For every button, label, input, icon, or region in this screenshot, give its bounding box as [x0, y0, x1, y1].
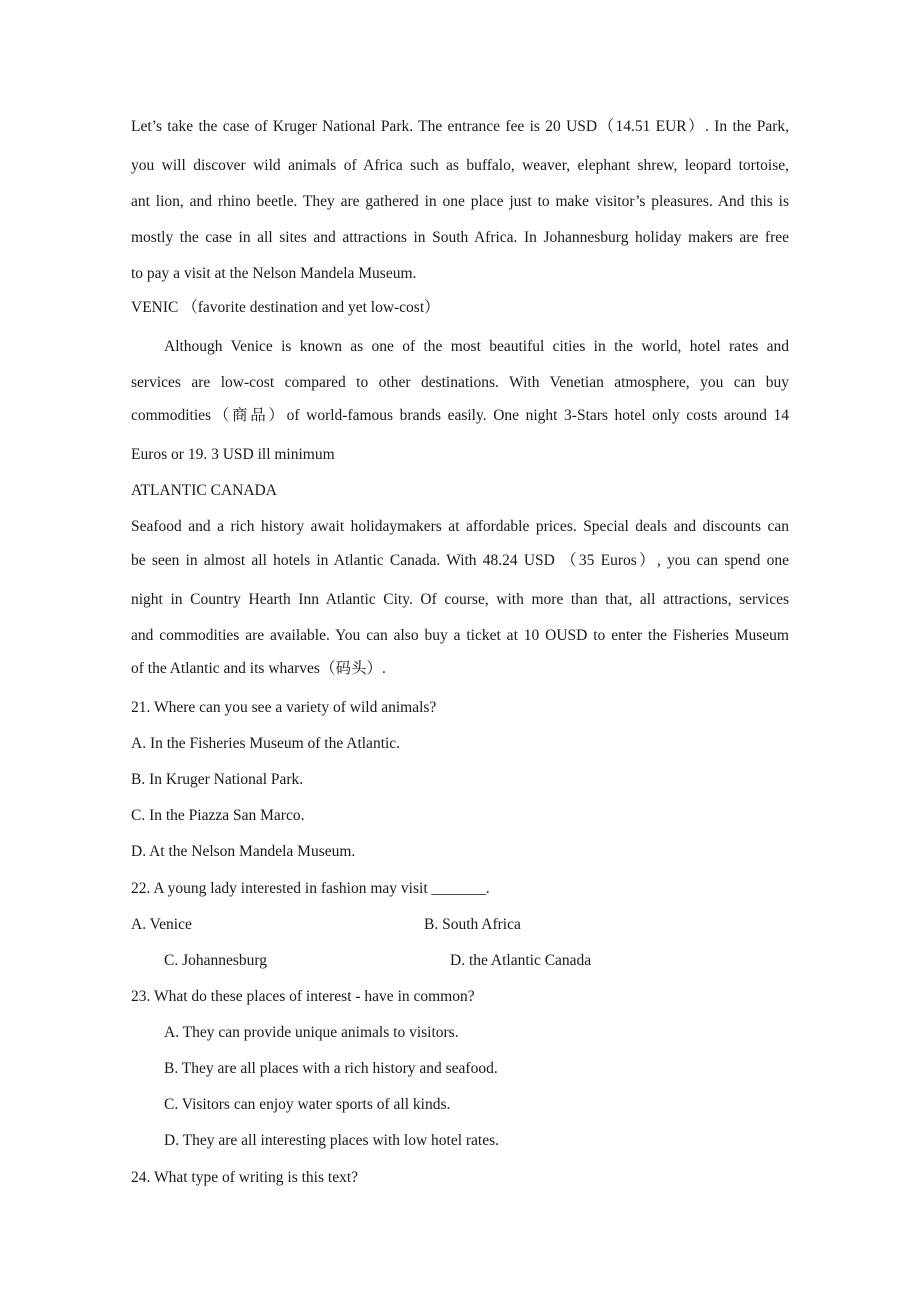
atlantic-heading: ATLANTIC CANADA — [131, 482, 277, 499]
question-text: 23. What do these places of interest - have in common? — [131, 988, 475, 1005]
option-c: C. In the Piazza San Marco. — [131, 807, 305, 824]
option-d: D. They are all interesting places with low hotel rates. — [164, 1132, 500, 1149]
paragraph-line: ant lion, and rhino beetle. They are gathered in one place just to make visitor’s pleasures. And this is — [131, 193, 789, 210]
option-d: D. the Atlantic Canada — [450, 952, 592, 969]
paragraph-line: Although Venice is known as one of the most beautiful cities in the world, hotel rates and — [164, 338, 789, 355]
option-c: C. Johannesburg — [164, 952, 268, 969]
paragraph-line: and commodities are available. You can also buy a ticket at 10 OUSD to enter the Fisheries Museum — [131, 627, 789, 644]
paragraph-line: mostly the case in all sites and attractions in South Africa. In Johannesburg holiday makers are free — [131, 229, 789, 246]
option-c: C. Visitors can enjoy water sports of all kinds. — [164, 1096, 451, 1113]
paragraph-line: you will discover wild animals of Africa such as buffalo, weaver, elephant shrew, leopard tortoise, — [131, 157, 789, 174]
question-text: 22. A young lady interested in fashion may visit _______. — [131, 880, 490, 897]
paragraph-line: be seen in almost all hotels in Atlantic Canada. With 48.24 USD （35 Euros）, you can spend one — [131, 552, 789, 569]
option-b: B. They are all places with a rich history and seafood. — [164, 1060, 498, 1077]
question-text: 24. What type of writing is this text? — [131, 1169, 359, 1186]
paragraph-line: to pay a visit at the Nelson Mandela Museum. — [131, 265, 417, 282]
paragraph-line: services are low-cost compared to other destinations. With Venetian atmosphere, you can buy — [131, 374, 789, 391]
venice-heading: VENIC （favorite destination and yet low-cost） — [131, 299, 440, 316]
paragraph-line: commodities（商品）of world-famous brands easily. One night 3-Stars hotel only costs around 14 — [131, 407, 789, 424]
option-b: B. In Kruger National Park. — [131, 771, 304, 788]
paragraph-line: Let’s take the case of Kruger National Park. The entrance fee is 20 USD（14.51 EUR）. In the Park, — [131, 118, 789, 135]
option-a: A. They can provide unique animals to visitors. — [164, 1024, 459, 1041]
option-a: A. Venice — [131, 916, 192, 933]
paragraph-line: Seafood and a rich history await holidaymakers at affordable prices. Special deals and discounts can — [131, 518, 789, 535]
option-b: B. South Africa — [424, 916, 521, 933]
option-a: A. In the Fisheries Museum of the Atlantic. — [131, 735, 401, 752]
question-text: 21. Where can you see a variety of wild animals? — [131, 699, 437, 716]
option-d: D. At the Nelson Mandela Museum. — [131, 843, 356, 860]
paragraph-line: of the Atlantic and its wharves（码头）. — [131, 660, 386, 677]
paragraph-line: Euros or 19. 3 USD ill minimum — [131, 446, 335, 463]
paragraph-line: night in Country Hearth Inn Atlantic City. Of course, with more than that, all attractions, services — [131, 591, 789, 608]
